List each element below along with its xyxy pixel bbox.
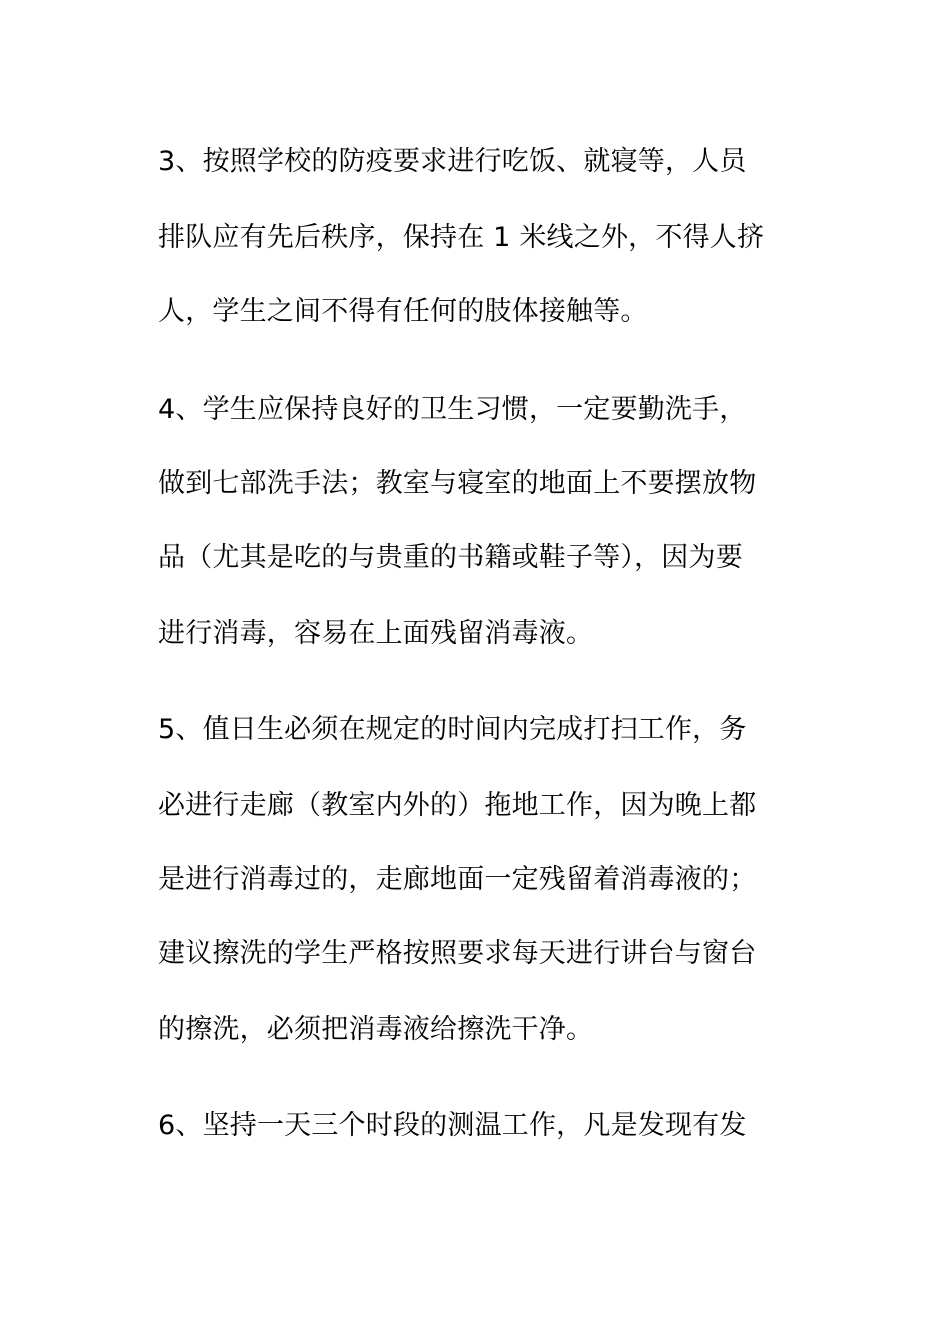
paragraph-6-line-1: 6、坚持一天三个时段的测温工作，凡是发现有发 xyxy=(158,1110,747,1141)
paragraph-4-line-4: 进行消毒，容易在上面残留消毒液。 xyxy=(158,618,594,649)
paragraph-3-line-1: 3、按照学校的防疫要求进行吃饭、就寝等，人员 xyxy=(158,146,747,177)
paragraph-5-line-1: 5、值日生必须在规定的时间内完成打扫工作，务 xyxy=(158,714,747,745)
paragraph-5-line-5: 的擦洗，必须把消毒液给擦洗干净。 xyxy=(158,1014,594,1045)
paragraph-4-line-2: 做到七部洗手法；教室与寝室的地面上不要摆放物 xyxy=(158,468,757,499)
paragraph-4-line-1: 4、学生应保持良好的卫生习惯，一定要勤洗手， xyxy=(158,394,747,425)
paragraph-5-line-2: 必进行走廊（教室内外的）拖地工作，因为晚上都 xyxy=(158,790,757,821)
paragraph-4-line-3: 品（尤其是吃的与贵重的书籍或鞋子等），因为要 xyxy=(158,542,743,573)
paragraph-3-line-3: 人，学生之间不得有任何的肢体接触等。 xyxy=(158,296,648,327)
paragraph-3-line-2: 排队应有先后秩序，保持在 1 米线之外，不得人挤 xyxy=(158,222,765,253)
paragraph-5-line-3: 是进行消毒过的，走廊地面一定残留着消毒液的； xyxy=(158,864,757,895)
paragraph-5-line-4: 建议擦洗的学生严格按照要求每天进行讲台与窗台 xyxy=(158,938,757,969)
